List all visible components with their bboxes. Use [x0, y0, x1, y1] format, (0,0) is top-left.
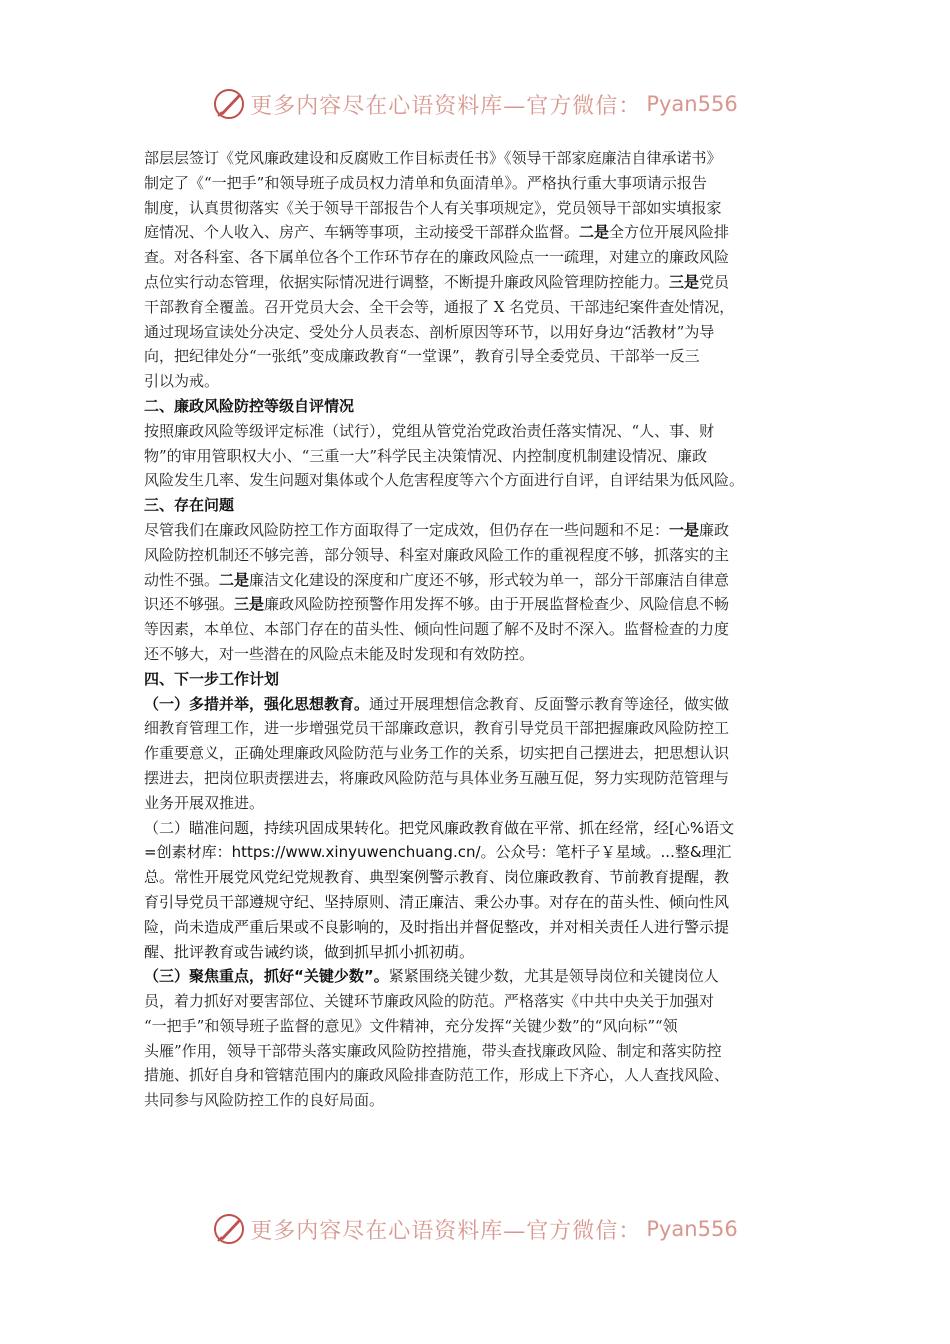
text-line: 点位实行动态管理，依据实际情况进行调整，不断提升廉政风险管理防控能力。三是党员	[144, 272, 730, 291]
banner-colon: ：	[618, 1218, 641, 1244]
text-line: 风险发生几率、发生问题对集体或个人危害程度等六个方面进行自评，自评结果为低风险。	[144, 471, 745, 490]
text-line: 共同参与风险防控工作的良好局面。	[144, 1091, 385, 1110]
text-line: 尽管我们在廉政风险防控工作方面取得了一定成效，但仍存在一些问题和不足：一是廉政	[144, 520, 730, 539]
text-line: 员，着力抓好对要害部位、关键环节廉政风险的防范。严格落实《中共中央关于加强对	[144, 992, 715, 1011]
text-line: 头雁”作用，领导干部带头落实廉政风险防控措施，带头查找廉政风险、制定和落实防控	[144, 1041, 722, 1060]
text-line: （一）多措并举，强化思想教育。通过开展理想信念教育、反面警示教育等途径，做实做	[144, 694, 730, 713]
footer-banner	[0, 1211, 950, 1247]
quill-logo-icon	[212, 1212, 246, 1246]
text-line: 醒、批评教育或告诫约谈，做到抓早抓小抓初萌。	[144, 942, 475, 961]
banner-colon: ：	[618, 93, 641, 119]
text-line: 物”的审用管职权大小、“三重一大”科学民主决策情况、内控制度机制建设情况、廉政	[144, 446, 708, 465]
text-line: 查。对各科室、各下属单位各个工作环节存在的廉政风险点一一疏理，对建立的廉政风险	[144, 248, 730, 267]
text-line: 庭情况、个人收入、房产、车辆等事项，主动接受干部群众监督。二是全方位开展风险排	[144, 223, 730, 242]
text-line: 业务开展双推进。	[144, 793, 265, 812]
text-line: 摆进去，把岗位职责摆进去，将廉政风险防范与具体业务互融互促，努力实现防范管理与	[144, 768, 730, 787]
text-line: 措施、抓好自身和管辖范围内的廉政风险排查防范工作，形成上下齐心，人人查找风险、	[144, 1066, 730, 1085]
document-body	[144, 146, 808, 1113]
text-line: 细教育管理工作，进一步增强党员干部廉政意识，教育引导党员干部把握廉政风险防控工	[144, 719, 730, 738]
header-banner	[0, 86, 950, 122]
text-line: 风险防控机制还不够完善，部分领导、科室对廉政风险工作的重视程度不够，抓落实的主	[144, 545, 730, 564]
text-line: 通过现场宣读处分决定、受处分人员表态、剖析原因等环节，以用好身边“活教材”为导	[144, 322, 715, 341]
text-line: 总。常性开展党风党纪党规教育、典型案例警示教育、岗位廉政教育、节前教育提醒，教	[144, 868, 730, 887]
text-line: “一把手”和领导班子监督的意见》文件精神，充分发挥“关键少数”的“风向标”“领	[144, 1016, 678, 1035]
text-line: 按照廉政风险等级评定标准（试行），党组从管党治党政治责任落实情况、“人、事、财	[144, 421, 715, 440]
text-line: 干部教育全覆盖。召开党员大会、全干会等，通报了 X 名党员、干部违纪案件查处情况，	[144, 297, 735, 316]
section-heading: 四、下一步工作计划	[144, 669, 280, 688]
text-line: 制定了《“一把手”和领导班子成员权力清单和负面清单》。严格执行重大事项请示报告	[144, 173, 707, 192]
text-line: （三）聚焦重点，抓好“关键少数”。紧紧围绕关键少数，尤其是领导岗位和关键岗位人	[144, 967, 719, 986]
text-line: =创素材库：https://www.xinyuwenchuang.cn/。公众号：笔杆子￥星域。...整&理汇	[144, 843, 732, 862]
text-line: 引以为戒。	[144, 372, 220, 391]
text-line: （二）瞄准问题，持续巩固成果转化。把党风廉政教育做在平常、抓在经常，经[心%语文	[144, 818, 735, 837]
section-heading: 三、存在问题	[144, 496, 235, 515]
banner-text: 更多内容尽在心语资料库—官方微信	[250, 1218, 619, 1244]
banner-contact: Pyan556	[646, 92, 738, 116]
text-line: 识还不够强。三是廉政风险防控预警作用发挥不够。由于开展监督检查少、风险信息不畅	[144, 595, 730, 614]
quill-logo-icon	[212, 87, 246, 121]
text-line: 制度，认真贯彻落实《关于领导干部报告个人有关事项规定》，党员领导干部如实填报家	[144, 198, 722, 217]
banner-contact: Pyan556	[646, 1217, 738, 1241]
text-line: 育引导党员干部遵规守纪、坚持原则、清正廉洁、秉公办事。对存在的苗头性、倾向性风	[144, 892, 730, 911]
banner-text: 更多内容尽在心语资料库—官方微信	[250, 93, 619, 119]
text-line: 向，把纪律处分“一张纸”变成廉政教育“一堂课”，教育引导全委党员、干部举一反三	[144, 347, 700, 366]
text-line: 作重要意义，正确处理廉政风险防范与业务工作的关系，切实把自己摆进去，把思想认识	[144, 744, 730, 763]
text-line: 动性不强。二是廉洁文化建设的深度和广度还不够，形式较为单一，部分干部廉洁自律意	[144, 570, 730, 589]
text-line: 等因素，本单位、本部门存在的苗头性、倾向性问题了解不及时不深入。监督检查的力度	[144, 620, 730, 639]
section-heading: 二、廉政风险防控等级自评情况	[144, 396, 355, 415]
text-line: 险，尚未造成严重后果或不良影响的，及时指出并督促整改，并对相关责任人进行警示提	[144, 917, 730, 936]
text-line: 部层层签订《党风廉政建设和反腐败工作目标责任书》《领导干部家庭廉洁自律承诺书》	[144, 149, 722, 167]
text-line: 还不够大，对一些潜在的风险点未能及时发现和有效防控。	[144, 644, 535, 663]
